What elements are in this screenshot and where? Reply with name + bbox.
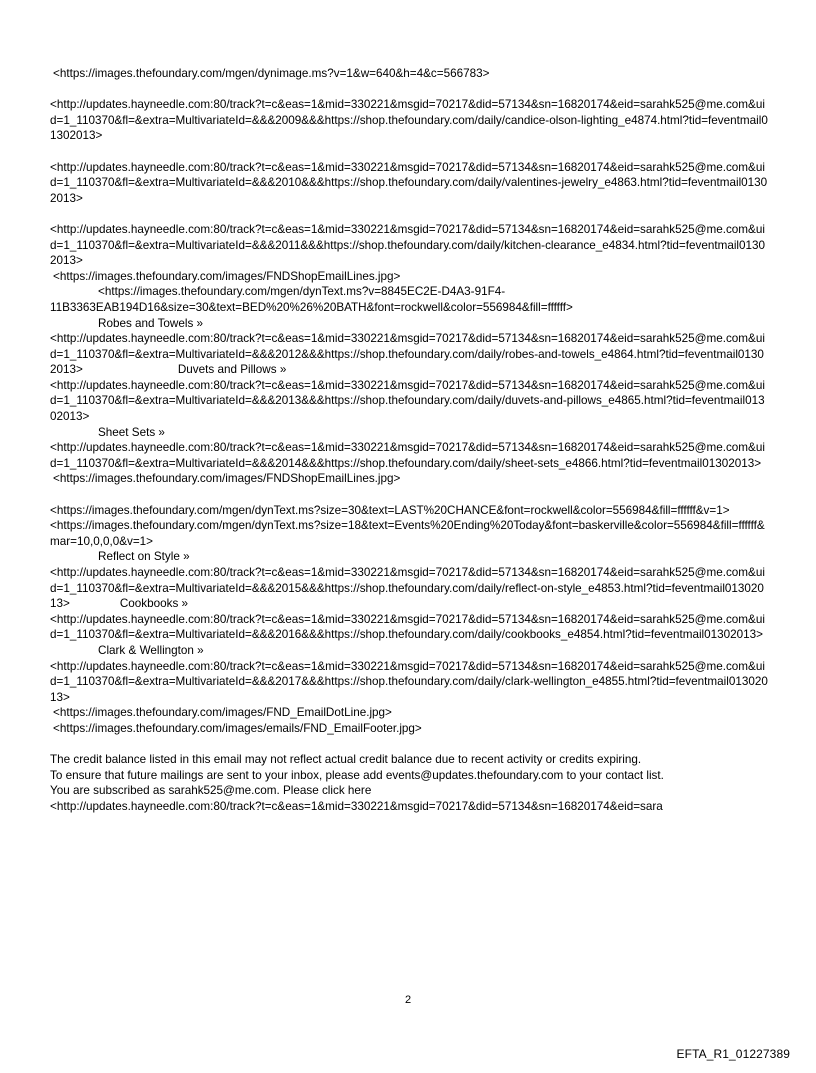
category-label: Reflect on Style » <box>98 550 190 564</box>
image-link: <https://images.thefoundary.com/images/FNDShopEmailLines.jpg> <box>53 269 401 283</box>
tracking-link: <http://updates.hayneedle.com:80/track?t=c&eas=1&mid=330221&msgid=70217&did=57134&sn=16820174&eid=sarahk525@me.com&uid=1_110370&fl=&extra=MultivariateId=&&&2013&&&https://shop.thefoundary.com/daily/duvets-and-pillows_e4865.html?tid=feventmail01302013> <box>50 378 765 424</box>
image-link-continued: 11B3363EAB194D16&size=30&text=BED%20%26%20BATH&font=rockwell&color=556984&fill=ffffff> <box>50 300 573 314</box>
category-label: Duvets and Pillows » <box>177 363 287 377</box>
blank-line <box>50 206 770 222</box>
bates-number: EFTA_R1_01227389 <box>676 1047 790 1061</box>
tracking-link <box>50 331 770 378</box>
tracking-link: <http://updates.hayneedle.com:80/track?t=c&eas=1&mid=330221&msgid=70217&did=57134&sn=16820174&eid=sarahk525@me.com&uid=1_110370&fl=&extra=MultivariateId=&&&2017&&&https://shop.thefoundary.com/daily/clark-wellington_e4855.html?tid=feventmail01302013> <box>50 659 768 704</box>
footer-text: You are subscribed as sarahk525@me.com. Please click here <box>50 784 372 798</box>
image-link: <https://images.thefoundary.com/mgen/dynText.ms?size=30&text=LAST%20CHANCE&font=rockwell&color=556984&fill=ffffff&v=1> <box>50 503 730 517</box>
tracking-link <box>50 565 770 612</box>
image-link: <https://images.thefoundary.com/mgen/dynText.ms?size=18&text=Events%20Ending%20Today&font=baskerville&color=556984&fill=ffffff&mar=10,0,0,0&v=1> <box>50 519 765 548</box>
category-label: Cookbooks » <box>119 597 189 611</box>
blank-line <box>50 487 770 503</box>
page-number: 2 <box>404 994 412 1006</box>
blank-line <box>50 144 770 160</box>
tracking-link: <http://updates.hayneedle.com:80/track?t=c&eas=1&mid=330221&msgid=70217&did=57134&sn=16820174&eid=sara <box>50 799 663 813</box>
image-link: <https://images.thefoundary.com/mgen/dynText.ms?v=8845EC2E-D4A3-91F4- <box>98 285 506 299</box>
tracking-link: <http://updates.hayneedle.com:80/track?t=c&eas=1&mid=330221&msgid=70217&did=57134&sn=16820174&eid=sarahk525@me.com&uid=1_110370&fl=&extra=MultivariateId=&&&2009&&&https://shop.thefoundary.com/daily/candice-olson-lighting_e4874.html?tid=feventmail01302013> <box>50 98 768 143</box>
email-document-body <box>50 66 770 815</box>
tracking-link-text: <http://updates.hayneedle.com:80/track?t=c&eas=1&mid=330221&msgid=70217&did=57134&sn=16820174&eid=sarahk525@me.com&uid=1_110370&fl=&extra=MultivariateId=&&&2012&&&https://shop.thefoundary.com/daily/robes-and-towels_e4864.html?tid=feventmail01302013> <box>50 332 765 377</box>
category-label: Clark & Wellington » <box>98 643 204 657</box>
tracking-link: <http://updates.hayneedle.com:80/track?t=c&eas=1&mid=330221&msgid=70217&did=57134&sn=16820174&eid=sarahk525@me.com&uid=1_110370&fl=&extra=MultivariateId=&&&2016&&&https://shop.thefoundary.com/daily/cookbooks_e4854.html?tid=feventmail01302013> <box>50 612 765 642</box>
tracking-link: <http://updates.hayneedle.com:80/track?t=c&eas=1&mid=330221&msgid=70217&did=57134&sn=16820174&eid=sarahk525@me.com&uid=1_110370&fl=&extra=MultivariateId=&&&2014&&&https://shop.thefoundary.com/daily/sheet-sets_e4866.html?tid=feventmail01302013> <box>50 441 765 470</box>
image-link: <https://images.thefoundary.com/mgen/dynimage.ms?v=1&w=640&h=4&c=566783> <box>53 67 490 80</box>
tracking-link-text: <http://updates.hayneedle.com:80/track?t=c&eas=1&mid=330221&msgid=70217&did=57134&sn=16820174&eid=sarahk525@me.com&uid=1_110370&fl=&extra=MultivariateId=&&&2015&&&https://shop.thefoundary.com/daily/reflect-on-style_e4853.html?tid=feventmail01302013> <box>50 566 765 611</box>
blank-line <box>50 82 770 98</box>
tracking-link: <http://updates.hayneedle.com:80/track?t=c&eas=1&mid=330221&msgid=70217&did=57134&sn=16820174&eid=sarahk525@me.com&uid=1_110370&fl=&extra=MultivariateId=&&&2010&&&https://shop.thefoundary.com/daily/valentines-jewelry_e4863.html?tid=feventmail01302013> <box>50 160 768 205</box>
image-link: <https://images.thefoundary.com/images/FNDShopEmailLines.jpg> <box>53 472 401 486</box>
image-link: <https://images.thefoundary.com/images/emails/FND_EmailFooter.jpg> <box>53 721 422 735</box>
footer-text: The credit balance listed in this email may not reflect actual credit balance due to recent activity or credits expiring. <box>50 753 642 767</box>
footer-text: To ensure that future mailings are sent to your inbox, please add events@updates.thefoundary.com to your contact list. <box>50 768 664 782</box>
image-link: <https://images.thefoundary.com/images/FND_EmailDotLine.jpg> <box>53 706 392 720</box>
tracking-link: <http://updates.hayneedle.com:80/track?t=c&eas=1&mid=330221&msgid=70217&did=57134&sn=16820174&eid=sarahk525@me.com&uid=1_110370&fl=&extra=MultivariateId=&&&2011&&&https://shop.thefoundary.com/daily/kitchen-clearance_e4834.html?tid=feventmail01302013> <box>50 222 766 268</box>
category-label: Robes and Towels » <box>98 316 204 330</box>
blank-line <box>50 737 770 753</box>
category-label: Sheet Sets » <box>98 425 165 439</box>
